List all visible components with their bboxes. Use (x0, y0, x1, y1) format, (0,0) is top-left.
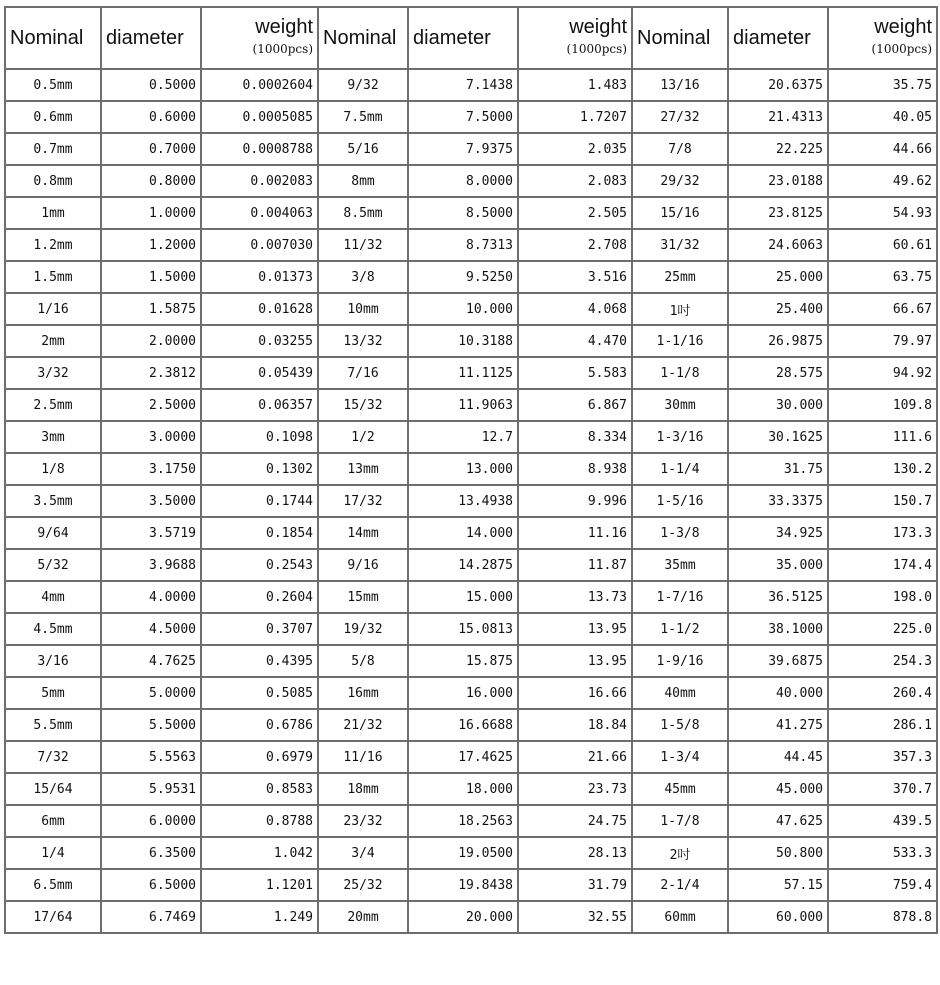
table-row (5, 389, 937, 421)
cell-weight: 35.75 (828, 69, 937, 101)
cell-diameter: 10.3188 (408, 325, 518, 357)
cell-weight: 4.470 (518, 325, 632, 357)
cell-weight: 6.867 (518, 389, 632, 421)
cell-nominal: 18mm (318, 773, 408, 805)
cell-diameter: 7.1438 (408, 69, 518, 101)
cell-weight: 0.2604 (201, 581, 318, 613)
cell-diameter: 15.0813 (408, 613, 518, 645)
cell-nominal: 17/64 (5, 901, 101, 933)
cell-nominal: 7/16 (318, 357, 408, 389)
header-nominal: Nominal (318, 7, 408, 69)
table-row (5, 773, 937, 805)
cell-diameter: 3.1750 (101, 453, 201, 485)
cell-weight: 94.92 (828, 357, 937, 389)
table-row (5, 613, 937, 645)
header-diameter: diameter (408, 7, 518, 69)
cell-nominal: 1吋 (632, 293, 728, 325)
table-row (5, 453, 937, 485)
cell-weight: 150.7 (828, 485, 937, 517)
table-row (5, 293, 937, 325)
cell-weight: 11.87 (518, 549, 632, 581)
cell-nominal: 60mm (632, 901, 728, 933)
header-nominal: Nominal (632, 7, 728, 69)
cell-diameter: 5.5563 (101, 741, 201, 773)
cell-nominal: 3/4 (318, 837, 408, 869)
header-weight: weight (1000pcs) (828, 7, 937, 69)
table-row (5, 517, 937, 549)
cell-diameter: 4.7625 (101, 645, 201, 677)
cell-weight: 1.042 (201, 837, 318, 869)
cell-diameter: 0.8000 (101, 165, 201, 197)
table-row (5, 357, 937, 389)
cell-nominal: 14mm (318, 517, 408, 549)
cell-diameter: 6.5000 (101, 869, 201, 901)
cell-nominal: 1-9/16 (632, 645, 728, 677)
cell-nominal: 25/32 (318, 869, 408, 901)
cell-nominal: 30mm (632, 389, 728, 421)
cell-nominal: 2mm (5, 325, 101, 357)
cell-nominal: 20mm (318, 901, 408, 933)
cell-diameter: 6.7469 (101, 901, 201, 933)
cell-weight: 0.01373 (201, 261, 318, 293)
table-row (5, 869, 937, 901)
cell-diameter: 8.7313 (408, 229, 518, 261)
cell-nominal: 13/16 (632, 69, 728, 101)
cell-diameter: 24.6063 (728, 229, 828, 261)
cell-nominal: 5/16 (318, 133, 408, 165)
cell-diameter: 1.2000 (101, 229, 201, 261)
cell-weight: 173.3 (828, 517, 937, 549)
cell-diameter: 10.000 (408, 293, 518, 325)
cell-nominal: 6.5mm (5, 869, 101, 901)
header-diameter: diameter (101, 7, 201, 69)
cell-diameter: 5.5000 (101, 709, 201, 741)
table-row (5, 485, 937, 517)
cell-weight: 0.6979 (201, 741, 318, 773)
cell-weight: 4.068 (518, 293, 632, 325)
cell-diameter: 30.000 (728, 389, 828, 421)
header-weight: weight (1000pcs) (518, 7, 632, 69)
cell-diameter: 8.5000 (408, 197, 518, 229)
cell-weight: 225.0 (828, 613, 937, 645)
cell-nominal: 5.5mm (5, 709, 101, 741)
cell-diameter: 45.000 (728, 773, 828, 805)
table-row (5, 901, 937, 933)
cell-weight: 13.73 (518, 581, 632, 613)
cell-diameter: 0.7000 (101, 133, 201, 165)
cell-nominal: 1/8 (5, 453, 101, 485)
cell-weight: 0.0002604 (201, 69, 318, 101)
cell-weight: 49.62 (828, 165, 937, 197)
cell-diameter: 1.5000 (101, 261, 201, 293)
cell-weight: 0.007030 (201, 229, 318, 261)
cell-weight: 5.583 (518, 357, 632, 389)
cell-nominal: 9/32 (318, 69, 408, 101)
cell-weight: 0.0008788 (201, 133, 318, 165)
cell-diameter: 1.0000 (101, 197, 201, 229)
cell-nominal: 45mm (632, 773, 728, 805)
cell-weight: 0.002083 (201, 165, 318, 197)
cell-diameter: 7.9375 (408, 133, 518, 165)
cell-diameter: 2.0000 (101, 325, 201, 357)
cell-weight: 0.2543 (201, 549, 318, 581)
cell-nominal: 1-3/4 (632, 741, 728, 773)
cell-diameter: 3.5000 (101, 485, 201, 517)
cell-nominal: 17/32 (318, 485, 408, 517)
cell-diameter: 6.0000 (101, 805, 201, 837)
cell-weight: 2.083 (518, 165, 632, 197)
cell-weight: 130.2 (828, 453, 937, 485)
cell-diameter: 47.625 (728, 805, 828, 837)
cell-nominal: 15mm (318, 581, 408, 613)
table-body (5, 69, 937, 933)
cell-weight: 0.01628 (201, 293, 318, 325)
cell-diameter: 44.45 (728, 741, 828, 773)
cell-weight: 878.8 (828, 901, 937, 933)
cell-weight: 18.84 (518, 709, 632, 741)
cell-diameter: 25.400 (728, 293, 828, 325)
cell-weight: 60.61 (828, 229, 937, 261)
cell-diameter: 31.75 (728, 453, 828, 485)
cell-weight: 28.13 (518, 837, 632, 869)
cell-diameter: 6.3500 (101, 837, 201, 869)
cell-diameter: 0.5000 (101, 69, 201, 101)
table-row (5, 325, 937, 357)
cell-nominal: 3/32 (5, 357, 101, 389)
cell-nominal: 3/16 (5, 645, 101, 677)
table-row (5, 261, 937, 293)
table-row (5, 645, 937, 677)
cell-diameter: 34.925 (728, 517, 828, 549)
cell-nominal: 40mm (632, 677, 728, 709)
cell-diameter: 33.3375 (728, 485, 828, 517)
cell-nominal: 1-1/16 (632, 325, 728, 357)
cell-nominal: 0.7mm (5, 133, 101, 165)
cell-weight: 109.8 (828, 389, 937, 421)
cell-nominal: 0.8mm (5, 165, 101, 197)
cell-nominal: 1mm (5, 197, 101, 229)
table-row (5, 133, 937, 165)
cell-weight: 0.06357 (201, 389, 318, 421)
cell-nominal: 1-7/16 (632, 581, 728, 613)
weight-unit: (1000pcs) (252, 42, 313, 56)
cell-nominal: 5/8 (318, 645, 408, 677)
table-row (5, 197, 937, 229)
cell-weight: 439.5 (828, 805, 937, 837)
table-row (5, 229, 937, 261)
cell-nominal: 3/8 (318, 261, 408, 293)
cell-diameter: 11.9063 (408, 389, 518, 421)
cell-nominal: 1-3/16 (632, 421, 728, 453)
table-row (5, 805, 937, 837)
cell-nominal: 19/32 (318, 613, 408, 645)
cell-nominal: 1-1/4 (632, 453, 728, 485)
table-row (5, 709, 937, 741)
cell-diameter: 3.9688 (101, 549, 201, 581)
cell-nominal: 7/8 (632, 133, 728, 165)
cell-diameter: 20.6375 (728, 69, 828, 101)
cell-nominal: 7.5mm (318, 101, 408, 133)
cell-nominal: 25mm (632, 261, 728, 293)
cell-diameter: 23.0188 (728, 165, 828, 197)
cell-diameter: 14.2875 (408, 549, 518, 581)
cell-weight: 0.0005085 (201, 101, 318, 133)
cell-diameter: 4.5000 (101, 613, 201, 645)
cell-diameter: 30.1625 (728, 421, 828, 453)
cell-diameter: 4.0000 (101, 581, 201, 613)
header-row (5, 7, 937, 69)
cell-diameter: 16.000 (408, 677, 518, 709)
cell-nominal: 5mm (5, 677, 101, 709)
header-nominal: Nominal (5, 7, 101, 69)
cell-diameter: 15.000 (408, 581, 518, 613)
cell-diameter: 0.6000 (101, 101, 201, 133)
cell-weight: 63.75 (828, 261, 937, 293)
cell-nominal: 1-5/16 (632, 485, 728, 517)
header-diameter: diameter (728, 7, 828, 69)
cell-weight: 66.67 (828, 293, 937, 325)
cell-nominal: 13mm (318, 453, 408, 485)
cell-weight: 1.1201 (201, 869, 318, 901)
cell-diameter: 16.6688 (408, 709, 518, 741)
cell-diameter: 3.5719 (101, 517, 201, 549)
cell-diameter: 39.6875 (728, 645, 828, 677)
cell-nominal: 1-5/8 (632, 709, 728, 741)
cell-diameter: 60.000 (728, 901, 828, 933)
cell-weight: 286.1 (828, 709, 937, 741)
table-row (5, 741, 937, 773)
cell-weight: 0.03255 (201, 325, 318, 357)
table-row (5, 837, 937, 869)
cell-weight: 0.1744 (201, 485, 318, 517)
cell-weight: 31.79 (518, 869, 632, 901)
cell-nominal: 1/4 (5, 837, 101, 869)
cell-diameter: 3.0000 (101, 421, 201, 453)
cell-nominal: 31/32 (632, 229, 728, 261)
cell-weight: 13.95 (518, 645, 632, 677)
cell-nominal: 27/32 (632, 101, 728, 133)
cell-nominal: 2吋 (632, 837, 728, 869)
cell-nominal: 1.5mm (5, 261, 101, 293)
cell-nominal: 1-7/8 (632, 805, 728, 837)
cell-nominal: 4.5mm (5, 613, 101, 645)
cell-diameter: 9.5250 (408, 261, 518, 293)
weight-unit: (1000pcs) (566, 42, 627, 56)
cell-weight: 357.3 (828, 741, 937, 773)
cell-weight: 198.0 (828, 581, 937, 613)
cell-weight: 759.4 (828, 869, 937, 901)
cell-nominal: 3.5mm (5, 485, 101, 517)
cell-diameter: 8.0000 (408, 165, 518, 197)
cell-nominal: 3mm (5, 421, 101, 453)
cell-nominal: 9/64 (5, 517, 101, 549)
cell-nominal: 15/16 (632, 197, 728, 229)
cell-nominal: 13/32 (318, 325, 408, 357)
cell-nominal: 15/32 (318, 389, 408, 421)
header-weight: weight (1000pcs) (201, 7, 318, 69)
cell-diameter: 38.1000 (728, 613, 828, 645)
cell-diameter: 13.000 (408, 453, 518, 485)
cell-weight: 40.05 (828, 101, 937, 133)
cell-nominal: 11/16 (318, 741, 408, 773)
cell-nominal: 5/32 (5, 549, 101, 581)
cell-diameter: 2.5000 (101, 389, 201, 421)
cell-nominal: 0.6mm (5, 101, 101, 133)
cell-weight: 1.7207 (518, 101, 632, 133)
cell-diameter: 26.9875 (728, 325, 828, 357)
cell-diameter: 5.0000 (101, 677, 201, 709)
cell-weight: 533.3 (828, 837, 937, 869)
cell-weight: 0.4395 (201, 645, 318, 677)
cell-diameter: 50.800 (728, 837, 828, 869)
cell-weight: 21.66 (518, 741, 632, 773)
cell-diameter: 41.275 (728, 709, 828, 741)
cell-nominal: 7/32 (5, 741, 101, 773)
cell-weight: 0.5085 (201, 677, 318, 709)
cell-diameter: 20.000 (408, 901, 518, 933)
cell-weight: 0.1302 (201, 453, 318, 485)
cell-weight: 23.73 (518, 773, 632, 805)
cell-diameter: 11.1125 (408, 357, 518, 389)
cell-weight: 2.505 (518, 197, 632, 229)
table-row (5, 581, 937, 613)
cell-weight: 32.55 (518, 901, 632, 933)
cell-nominal: 11/32 (318, 229, 408, 261)
cell-nominal: 2.5mm (5, 389, 101, 421)
cell-diameter: 23.8125 (728, 197, 828, 229)
cell-diameter: 35.000 (728, 549, 828, 581)
cell-nominal: 8mm (318, 165, 408, 197)
cell-weight: 1.483 (518, 69, 632, 101)
cell-nominal: 35mm (632, 549, 728, 581)
table-row (5, 165, 937, 197)
cell-diameter: 19.8438 (408, 869, 518, 901)
cell-weight: 11.16 (518, 517, 632, 549)
cell-diameter: 2.3812 (101, 357, 201, 389)
cell-weight: 0.1854 (201, 517, 318, 549)
cell-diameter: 25.000 (728, 261, 828, 293)
cell-diameter: 36.5125 (728, 581, 828, 613)
weight-unit: (1000pcs) (871, 42, 932, 56)
cell-diameter: 57.15 (728, 869, 828, 901)
cell-nominal: 6mm (5, 805, 101, 837)
cell-diameter: 28.575 (728, 357, 828, 389)
cell-diameter: 12.7 (408, 421, 518, 453)
cell-nominal: 8.5mm (318, 197, 408, 229)
cell-nominal: 1/2 (318, 421, 408, 453)
cell-diameter: 15.875 (408, 645, 518, 677)
cell-nominal: 21/32 (318, 709, 408, 741)
cell-diameter: 14.000 (408, 517, 518, 549)
table-row (5, 421, 937, 453)
cell-weight: 0.05439 (201, 357, 318, 389)
cell-nominal: 23/32 (318, 805, 408, 837)
cell-weight: 0.3707 (201, 613, 318, 645)
cell-nominal: 1.2mm (5, 229, 101, 261)
table-row (5, 69, 937, 101)
table-row (5, 677, 937, 709)
cell-nominal: 1-3/8 (632, 517, 728, 549)
cell-weight: 370.7 (828, 773, 937, 805)
cell-weight: 9.996 (518, 485, 632, 517)
cell-diameter: 1.5875 (101, 293, 201, 325)
cell-diameter: 18.000 (408, 773, 518, 805)
cell-weight: 8.334 (518, 421, 632, 453)
cell-nominal: 10mm (318, 293, 408, 325)
cell-diameter: 19.0500 (408, 837, 518, 869)
cell-weight: 54.93 (828, 197, 937, 229)
cell-diameter: 18.2563 (408, 805, 518, 837)
cell-weight: 44.66 (828, 133, 937, 165)
cell-weight: 13.95 (518, 613, 632, 645)
cell-diameter: 5.9531 (101, 773, 201, 805)
cell-weight: 0.004063 (201, 197, 318, 229)
cell-weight: 174.4 (828, 549, 937, 581)
cell-weight: 2.708 (518, 229, 632, 261)
ball-size-weight-table (4, 6, 938, 934)
cell-diameter: 40.000 (728, 677, 828, 709)
cell-weight: 3.516 (518, 261, 632, 293)
table-row (5, 101, 937, 133)
cell-weight: 2.035 (518, 133, 632, 165)
cell-nominal: 1/16 (5, 293, 101, 325)
cell-nominal: 15/64 (5, 773, 101, 805)
cell-nominal: 1-1/8 (632, 357, 728, 389)
cell-weight: 254.3 (828, 645, 937, 677)
cell-weight: 0.8583 (201, 773, 318, 805)
cell-weight: 0.8788 (201, 805, 318, 837)
cell-nominal: 0.5mm (5, 69, 101, 101)
cell-nominal: 9/16 (318, 549, 408, 581)
cell-weight: 16.66 (518, 677, 632, 709)
cell-weight: 260.4 (828, 677, 937, 709)
cell-diameter: 17.4625 (408, 741, 518, 773)
cell-nominal: 29/32 (632, 165, 728, 197)
cell-weight: 111.6 (828, 421, 937, 453)
cell-diameter: 13.4938 (408, 485, 518, 517)
cell-weight: 8.938 (518, 453, 632, 485)
cell-nominal: 4mm (5, 581, 101, 613)
cell-nominal: 2-1/4 (632, 869, 728, 901)
cell-diameter: 21.4313 (728, 101, 828, 133)
cell-weight: 0.6786 (201, 709, 318, 741)
cell-nominal: 16mm (318, 677, 408, 709)
cell-weight: 1.249 (201, 901, 318, 933)
cell-diameter: 7.5000 (408, 101, 518, 133)
cell-nominal: 1-1/2 (632, 613, 728, 645)
table-row (5, 549, 937, 581)
cell-weight: 79.97 (828, 325, 937, 357)
cell-diameter: 22.225 (728, 133, 828, 165)
cell-weight: 24.75 (518, 805, 632, 837)
cell-weight: 0.1098 (201, 421, 318, 453)
